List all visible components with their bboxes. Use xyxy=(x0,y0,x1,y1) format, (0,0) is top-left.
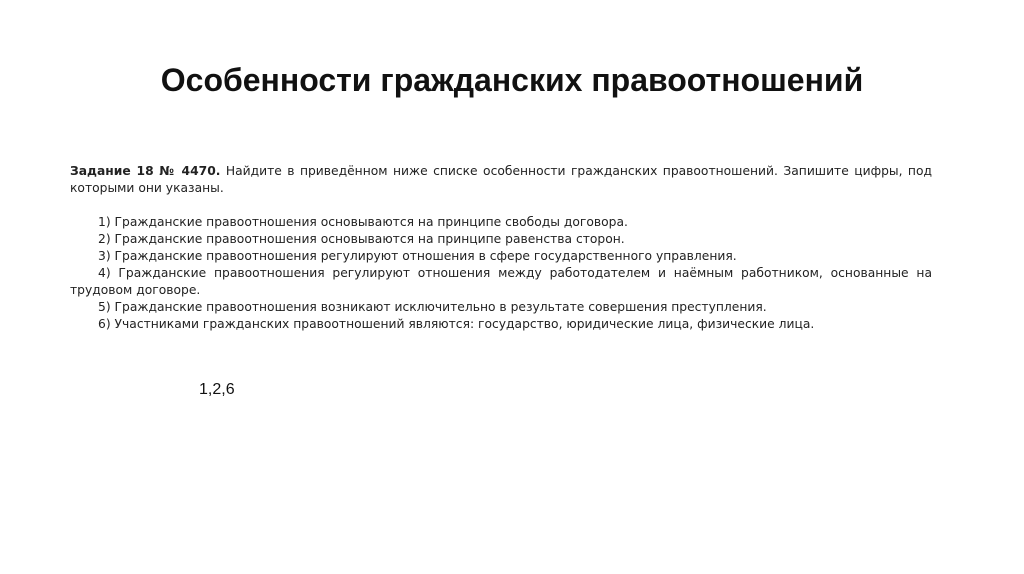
spacer xyxy=(70,197,932,214)
answer-text: 1,2,6 xyxy=(199,381,235,398)
option-4: 4) Гражданские правоотношения регулируют отношения между работодателем и наёмным работником, основанные на трудовом договоре. xyxy=(70,266,932,297)
option-5: 5) Гражданские правоотношения возникают исключительно в результате совершения преступления. xyxy=(98,300,767,314)
task-intro xyxy=(70,163,932,197)
option-6: 6) Участниками гражданских правоотношений являются: государство, юридические лица, физические лица. xyxy=(98,317,815,331)
option-1: 1) Гражданские правоотношения основываются на принципе свободы договора. xyxy=(98,215,628,229)
slide-title: Особенности гражданских правоотношений xyxy=(160,62,864,98)
task-question: Найдите в приведённом ниже списке особенности гражданских правоотношений. Запишите цифры, под которыми они указаны. xyxy=(70,164,932,195)
task-heading: Задание 18 № 4470. xyxy=(70,164,221,178)
option-3: 3) Гражданские правоотношения регулируют отношения в сфере государственного управления. xyxy=(98,249,737,263)
task-block xyxy=(70,163,932,333)
option-2: 2) Гражданские правоотношения основываются на принципе равенства сторон. xyxy=(98,232,625,246)
